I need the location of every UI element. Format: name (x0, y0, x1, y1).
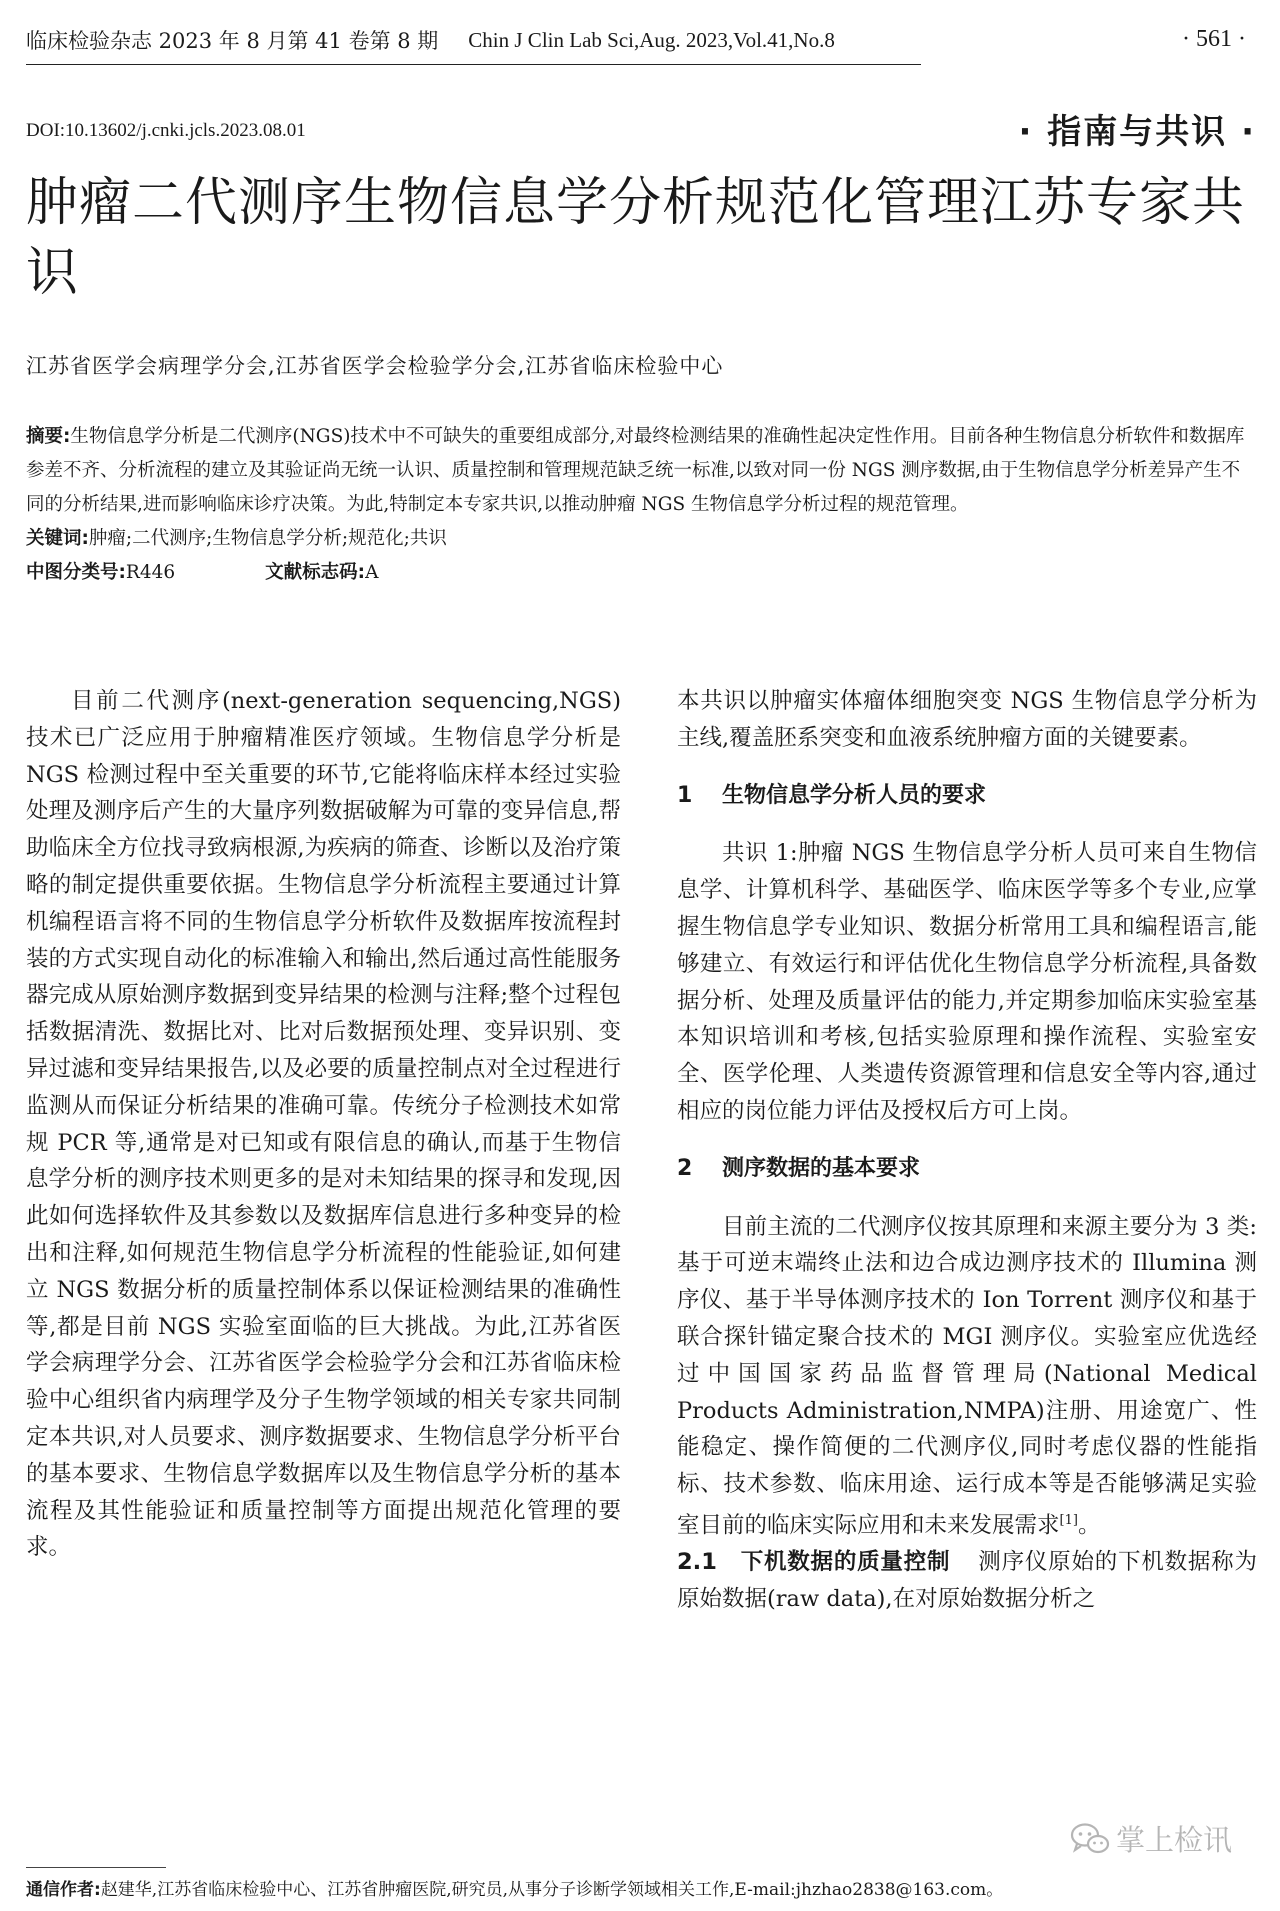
body-right-column (677, 683, 1257, 1618)
keywords-label: 关键词: (26, 528, 89, 549)
section-2-paragraph (677, 1209, 1257, 1545)
abstract (26, 420, 1256, 522)
clc-label: 中图分类号: (26, 562, 126, 583)
reference-1[interactable]: [1] (1059, 1512, 1078, 1528)
doc-code (265, 556, 378, 590)
footnote-rule (26, 1867, 166, 1868)
section-2-number: 2 (677, 1155, 693, 1181)
subsection-2-1-title: 下机数据的质量控制 (740, 1549, 951, 1576)
body-left-column (26, 683, 621, 1566)
abstract-block (26, 420, 1256, 590)
intro-continued: 本共识以肿瘤实体瘤体细胞突变 NGS 生物信息学分析为主线,覆盖胚系突变和血液系统肿瘤方面的关键要素。 (677, 688, 1257, 751)
section-2-text: 目前主流的二代测序仪按其原理和来源主要分为 3 类:基于可逆末端终止法和边合成边测序技术的 Illumina 测序仪、基于半导体测序技术的 Ion Torrent 测序仪和基于联合探针锚定聚合技术的 MGI 测序仪。实验室应优选经过中国国家药品监督管理局(National Medical Products Administration,NMPA)注册、用途宽广、性能稳定、操作简便的二代测序仪,同时考虑仪器的性能指标、技术参数、临床用途、运行成本等是否能够满足实验室目前的临床实际应用和未来发展需求 (677, 1213, 1257, 1539)
abstract-text: 生物信息学分析是二代测序(NGS)技术中不可缺失的重要组成部分,对最终检测结果的准确性起决定性作用。目前各种生物信息分析软件和数据库参差不齐、分析流程的建立及其验证尚无统一认识、质量控制和管理规范缺乏统一标准,以致对同一份 NGS 测序数据,由于生物信息学分析差异产生不同的分析结果,进而影响临床诊疗决策。为此,特制定本专家共识,以推动肿瘤 NGS 生物信息学分析过程的规范管理。 (26, 426, 1245, 515)
authors: 江苏省医学会病理学分会,江苏省医学会检验学分会,江苏省临床检验中心 (26, 354, 724, 378)
keywords-text: 肿瘤;二代测序;生物信息学分析;规范化;共识 (88, 528, 447, 549)
consensus-1: 共识 1:肿瘤 NGS 生物信息学分析人员可来自生物信息学、计算机科学、基础医学、临床医学等多个专业,应掌握生物信息学专业知识、数据分析常用工具和编程语言,能够建立、有效运行和评估优化生物信息学分析流程,具备数据分析、处理及质量评估的能力,并定期参加临床实验室基本知识培训和考核,包括实验原理和操作流程、实验室安全、医学伦理、人类遗传资源管理和信息安全等内容,通过相应的岗位能力评估及授权后方可上岗。 (677, 840, 1257, 1124)
wechat-icon (1070, 1822, 1110, 1856)
header-rule (26, 64, 921, 65)
clc (26, 556, 175, 590)
doc-code-label: 文献标志码: (265, 562, 366, 583)
section-2-title: 测序数据的基本要求 (722, 1155, 921, 1181)
article-title: 肿瘤二代测序生物信息学分析规范化管理江苏专家共识 (26, 173, 1246, 303)
doi: DOI:10.13602/j.cnki.jcls.2023.08.01 (26, 120, 306, 141)
abstract-label: 摘要: (26, 426, 71, 447)
corresponding-author-footnote (26, 1875, 1266, 1900)
page-number: · 561 · (1182, 26, 1246, 52)
section-1-heading (677, 778, 1257, 815)
column-tag: · 指南与共识 · (1018, 112, 1256, 152)
section-2-end: 。 (1077, 1512, 1101, 1539)
classification-row (26, 556, 1256, 590)
subsection-2-1-text: 测序仪原始的下机数据称为原始数据(raw data),在对原始数据分析之 (677, 1549, 1257, 1613)
section-2-heading (677, 1151, 1257, 1188)
watermark-text: 掌上检讯 (1116, 1823, 1233, 1857)
footnote-text: 赵建华,江苏省临床检验中心、江苏省肿瘤医院,研究员,从事分子诊断学领域相关工作,E-mail:jhzhao2838@163.com。 (100, 1880, 1004, 1900)
doc-code-value: A (365, 562, 379, 583)
section-1-title: 生物信息学分析人员的要求 (722, 782, 987, 808)
clc-value: R446 (125, 562, 176, 583)
keywords (26, 522, 1256, 556)
section-1-number: 1 (677, 782, 693, 808)
running-header (26, 20, 1246, 60)
intro-paragraph: 目前二代测序(next-generation sequencing,NGS)技术已广泛应用于肿瘤精准医疗领域。生物信息学分析是 NGS 检测过程中至关重要的环节,它能将临床样本经过实验处理及测序后产生的大量序列数据破解为可靠的变异信息,帮助临床全方位找寻致病根源,为疾病的筛查、诊断以及治疗策略的制定提供重要依据。生物信息学分析流程主要通过计算机编程语言将不同的生物信息学分析软件及数据库按流程封装的方式实现自动化的标准输入和输出,然后通过高性能服务器完成从原始测序数据到变异结果的检测与注释;整个过程包括数据清洗、数据比对、比对后数据预处理、变异识别、变异过滤和变异结果报告,以及必要的质量控制点对全过程进行监测从而保证分析结果的准确可靠。传统分子检测技术如常规 PCR 等,通常是对已知或有限信息的确认,而基于生物信息学分析的测序技术则更多的是对未知结果的探寻和发现,因此如何选择软件及其参数以及数据库信息进行多种变异的检出和注释,如何规范生物信息学分析流程的性能验证,如何建立 NGS 数据分析的质量控制体系以保证检测结果的准确性等,都是目前 NGS 实验室面临的巨大挑战。为此,江苏省医学会病理学分会、江苏省医学会检验学分会和江苏省临床检验中心组织省内病理学及分子生物学领域的相关专家共同制定本共识,对人员要求、测序数据要求、生物信息学分析平台的基本要求、生物信息学数据库以及生物信息学分析的基本流程及其性能验证和质量控制等方面提出规范化管理的要求。 (26, 688, 621, 1561)
watermark (1070, 1818, 1232, 1859)
subsection-2-1 (677, 1544, 1257, 1618)
journal-name-cn: 临床检验杂志 2023 年 8 月第 41 卷第 8 期 (26, 29, 439, 53)
footnote-label: 通信作者: (26, 1880, 101, 1900)
journal-name-en: Chin J Clin Lab Sci,Aug. 2023,Vol.41,No.8 (468, 27, 835, 52)
subsection-2-1-number: 2.1 (677, 1549, 717, 1576)
